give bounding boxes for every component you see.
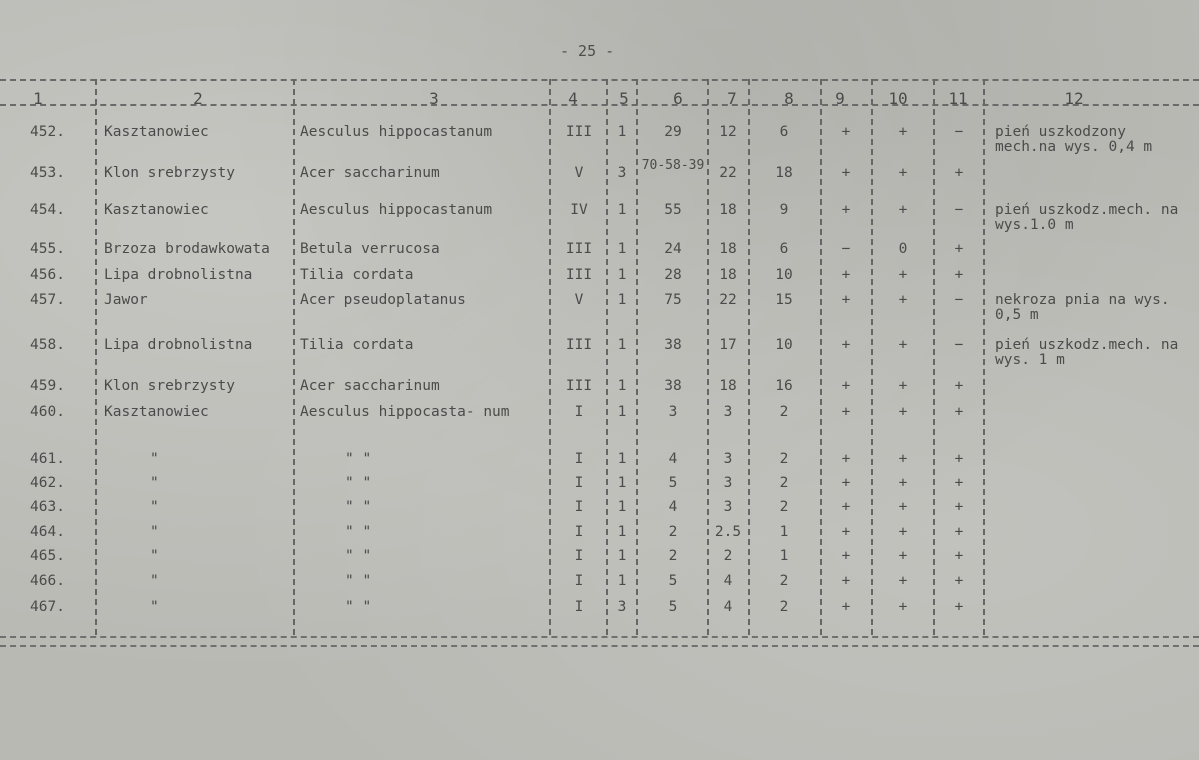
col-4-value: III: [565, 124, 593, 140]
col-6-value: 2: [668, 548, 678, 564]
col-5-value: 1: [617, 202, 627, 218]
col-9-value: +: [841, 378, 851, 394]
col-6-value: 28: [664, 267, 682, 283]
latin-name: Aesculus hippocastanum: [300, 202, 493, 218]
column-header-6: 6: [673, 89, 683, 108]
col-5-value: 1: [617, 378, 627, 394]
col-8-value: 18: [775, 165, 793, 181]
col-5-value: 1: [617, 337, 627, 353]
col-10-value: +: [898, 124, 908, 140]
header-top-rule: [0, 79, 1199, 81]
col-9-value: +: [841, 337, 851, 353]
col-7-value: 3: [723, 451, 733, 467]
col-4-value: V: [574, 292, 584, 308]
row-number: 459.: [30, 378, 65, 394]
col-5-value: 3: [617, 599, 627, 615]
col-11-value: +: [954, 499, 964, 515]
col-10-value: +: [898, 267, 908, 283]
row-number: 463.: [30, 499, 65, 515]
col-5-value: 1: [617, 241, 627, 257]
col-5-value: 1: [617, 499, 627, 515]
polish-name: ": [150, 475, 159, 491]
col-8-value: 15: [775, 292, 793, 308]
col-9-value: +: [841, 524, 851, 540]
col-6-value: 5: [668, 573, 678, 589]
col-11-value: +: [954, 267, 964, 283]
col-4-value: I: [574, 475, 584, 491]
col-11-value: −: [954, 202, 964, 218]
col-4-value: III: [565, 337, 593, 353]
col-4-value: I: [574, 499, 584, 515]
header-bottom-rule: [0, 104, 1199, 106]
col-10-value: +: [898, 548, 908, 564]
row-number: 453.: [30, 165, 65, 181]
remarks: pień uszkodz.mech. na wys. 1 m: [995, 337, 1179, 368]
latin-name: Aesculus hippocasta- num: [300, 404, 510, 420]
col-9-value: +: [841, 475, 851, 491]
col-8-value: 2: [779, 404, 789, 420]
col-10-value: +: [898, 378, 908, 394]
col-6-value: 5: [668, 599, 678, 615]
col-4-value: IV: [570, 202, 588, 218]
col-6-value: 3: [668, 404, 678, 420]
polish-name: ": [150, 548, 159, 564]
row-number: 454.: [30, 202, 65, 218]
polish-name: ": [150, 573, 159, 589]
column-header-7: 7: [727, 89, 737, 108]
col-11-value: +: [954, 475, 964, 491]
polish-name: Lipa drobnolistna: [104, 267, 253, 283]
col-8-value: 6: [779, 124, 789, 140]
table-bottom-rule: [0, 636, 1199, 638]
row-number: 452.: [30, 124, 65, 140]
col-7-value: 22: [719, 165, 737, 181]
col-7-value: 4: [723, 573, 733, 589]
col-6-value: 38: [664, 337, 682, 353]
polish-name: ": [150, 599, 159, 615]
row-number: 460.: [30, 404, 65, 420]
col-5-value: 1: [617, 404, 627, 420]
latin-name: " ": [345, 599, 372, 615]
col-5-value: 1: [617, 451, 627, 467]
col-11-value: +: [954, 548, 964, 564]
col-8-value: 2: [779, 475, 789, 491]
col-8-value: 2: [779, 599, 789, 615]
col-6-value: 4: [668, 451, 678, 467]
polish-name: Kasztanowiec: [104, 202, 209, 218]
col-7-value: 18: [719, 241, 737, 257]
col-11-value: +: [954, 573, 964, 589]
polish-name: Brzoza brodawkowata: [104, 241, 270, 257]
column-header-2: 2: [193, 89, 203, 108]
col-sep-8: [820, 79, 822, 635]
row-number: 455.: [30, 241, 65, 257]
col-9-value: −: [841, 241, 851, 257]
polish-name: Klon srebrzysty: [104, 378, 235, 394]
col-7-value: 2: [723, 548, 733, 564]
col-11-value: +: [954, 599, 964, 615]
col-11-value: −: [954, 292, 964, 308]
col-5-value: 1: [617, 292, 627, 308]
col-sep-6: [707, 79, 709, 635]
col-11-value: +: [954, 241, 964, 257]
col-7-value: 22: [719, 292, 737, 308]
col-6-value: 70-58-39: [641, 158, 705, 173]
col-8-value: 1: [779, 524, 789, 540]
col-4-value: V: [574, 165, 584, 181]
column-header-12: 12: [1064, 89, 1084, 108]
col-10-value: +: [898, 573, 908, 589]
col-8-value: 1: [779, 548, 789, 564]
col-5-value: 1: [617, 475, 627, 491]
col-9-value: +: [841, 548, 851, 564]
row-number: 465.: [30, 548, 65, 564]
row-number: 458.: [30, 337, 65, 353]
col-4-value: I: [574, 548, 584, 564]
latin-name: " ": [345, 451, 372, 467]
col-4-value: III: [565, 267, 593, 283]
row-number: 457.: [30, 292, 65, 308]
polish-name: ": [150, 499, 159, 515]
polish-name: Kasztanowiec: [104, 124, 209, 140]
col-6-value: 24: [664, 241, 682, 257]
col-5-value: 1: [617, 524, 627, 540]
page-number: - 25 -: [560, 42, 615, 60]
col-6-value: 4: [668, 499, 678, 515]
col-9-value: +: [841, 292, 851, 308]
col-sep-11: [983, 79, 985, 635]
col-sep-4: [606, 79, 608, 635]
col-5-value: 3: [617, 165, 627, 181]
col-8-value: 2: [779, 499, 789, 515]
col-4-value: III: [565, 378, 593, 394]
col-6-value: 5: [668, 475, 678, 491]
column-header-8: 8: [784, 89, 794, 108]
column-header-4: 4: [568, 89, 578, 108]
column-header-10: 10: [888, 89, 908, 108]
latin-name: Tilia cordata: [300, 267, 414, 283]
col-8-value: 9: [779, 202, 789, 218]
col-8-value: 2: [779, 451, 789, 467]
col-10-value: +: [898, 292, 908, 308]
row-number: 466.: [30, 573, 65, 589]
col-sep-9: [871, 79, 873, 635]
col-7-value: 2.5: [714, 524, 742, 540]
latin-name: " ": [345, 475, 372, 491]
col-4-value: III: [565, 241, 593, 257]
col-7-value: 3: [723, 475, 733, 491]
remarks: pień uszkodz.mech. na wys.1.0 m: [995, 202, 1179, 233]
col-11-value: +: [954, 404, 964, 420]
col-10-value: +: [898, 499, 908, 515]
polish-name: Klon srebrzysty: [104, 165, 235, 181]
col-7-value: 3: [723, 499, 733, 515]
col-10-value: 0: [898, 241, 908, 257]
column-header-9: 9: [835, 89, 845, 108]
col-5-value: 1: [617, 124, 627, 140]
col-10-value: +: [898, 404, 908, 420]
col-9-value: +: [841, 267, 851, 283]
row-number: 464.: [30, 524, 65, 540]
col-8-value: 10: [775, 337, 793, 353]
polish-name: ": [150, 451, 159, 467]
col-10-value: +: [898, 337, 908, 353]
col-8-value: 2: [779, 573, 789, 589]
polish-name: Jawor: [104, 292, 148, 308]
col-8-value: 10: [775, 267, 793, 283]
col-4-value: I: [574, 524, 584, 540]
col-7-value: 18: [719, 267, 737, 283]
col-4-value: I: [574, 599, 584, 615]
latin-name: Acer pseudoplatanus: [300, 292, 466, 308]
latin-name: " ": [345, 548, 372, 564]
col-11-value: +: [954, 524, 964, 540]
col-10-value: +: [898, 475, 908, 491]
row-number: 461.: [30, 451, 65, 467]
col-sep-10: [933, 79, 935, 635]
col-sep-1: [95, 79, 97, 635]
col-9-value: +: [841, 165, 851, 181]
col-11-value: +: [954, 451, 964, 467]
col-sep-7: [748, 79, 750, 635]
col-10-value: +: [898, 599, 908, 615]
col-10-value: +: [898, 524, 908, 540]
col-9-value: +: [841, 499, 851, 515]
col-8-value: 16: [775, 378, 793, 394]
col-8-value: 6: [779, 241, 789, 257]
latin-name: Aesculus hippocastanum: [300, 124, 493, 140]
col-10-value: +: [898, 165, 908, 181]
column-header-3: 3: [429, 89, 439, 108]
col-6-value: 55: [664, 202, 682, 218]
col-9-value: +: [841, 404, 851, 420]
col-6-value: 38: [664, 378, 682, 394]
col-4-value: I: [574, 451, 584, 467]
col-9-value: +: [841, 451, 851, 467]
col-7-value: 12: [719, 124, 737, 140]
col-9-value: +: [841, 124, 851, 140]
row-number: 456.: [30, 267, 65, 283]
latin-name: Acer saccharinum: [300, 165, 440, 181]
col-6-value: 75: [664, 292, 682, 308]
latin-name: Tilia cordata: [300, 337, 414, 353]
col-10-value: +: [898, 451, 908, 467]
col-5-value: 1: [617, 267, 627, 283]
latin-name: " ": [345, 573, 372, 589]
col-11-value: +: [954, 165, 964, 181]
column-header-11: 11: [948, 89, 968, 108]
latin-name: " ": [345, 524, 372, 540]
polish-name: ": [150, 524, 159, 540]
col-4-value: I: [574, 404, 584, 420]
col-11-value: −: [954, 124, 964, 140]
col-7-value: 4: [723, 599, 733, 615]
latin-name: Betula verrucosa: [300, 241, 440, 257]
table-bottom-rule-2: [0, 645, 1199, 647]
column-header-5: 5: [619, 89, 629, 108]
col-9-value: +: [841, 202, 851, 218]
col-6-value: 2: [668, 524, 678, 540]
polish-name: Kasztanowiec: [104, 404, 209, 420]
polish-name: Lipa drobnolistna: [104, 337, 253, 353]
latin-name: Acer saccharinum: [300, 378, 440, 394]
row-number: 462.: [30, 475, 65, 491]
col-sep-5: [636, 79, 638, 635]
col-7-value: 18: [719, 378, 737, 394]
col-5-value: 1: [617, 548, 627, 564]
col-9-value: +: [841, 599, 851, 615]
col-11-value: −: [954, 337, 964, 353]
col-11-value: +: [954, 378, 964, 394]
col-6-value: 29: [664, 124, 682, 140]
col-9-value: +: [841, 573, 851, 589]
column-header-1: 1: [33, 89, 43, 108]
remarks: nekroza pnia na wys. 0,5 m: [995, 292, 1170, 323]
col-7-value: 3: [723, 404, 733, 420]
remarks: pień uszkodzony mech.na wys. 0,4 m: [995, 124, 1153, 155]
row-number: 467.: [30, 599, 65, 615]
latin-name: " ": [345, 499, 372, 515]
col-5-value: 1: [617, 573, 627, 589]
col-7-value: 18: [719, 202, 737, 218]
col-10-value: +: [898, 202, 908, 218]
col-7-value: 17: [719, 337, 737, 353]
col-4-value: I: [574, 573, 584, 589]
